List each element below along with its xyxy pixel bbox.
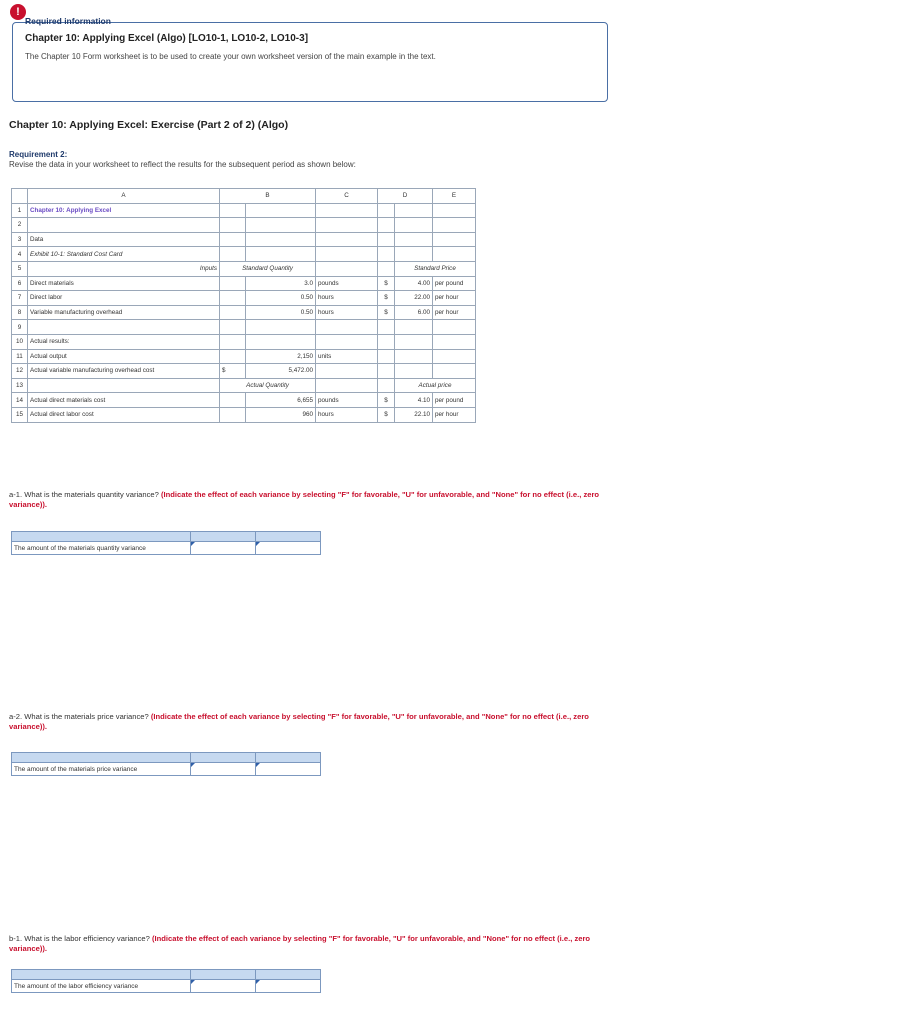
info-text: The Chapter 10 Form worksheet is to be used to create your own worksheet version of the main example in the text. xyxy=(25,52,436,61)
cell-b-dollar xyxy=(220,407,246,422)
cell-b-dollar xyxy=(220,334,246,349)
cell-c-unit xyxy=(316,203,378,218)
cell-e-unit xyxy=(433,203,476,218)
answer-row-label: The amount of the materials quantity variance xyxy=(12,542,191,555)
excel-worksheet xyxy=(11,188,476,423)
cell-e-unit: per hour xyxy=(433,305,476,320)
row-number: 6 xyxy=(12,276,28,291)
sheet-row xyxy=(12,218,476,233)
question-hint: (Indicate the effect of each variance by selecting "F" for favorable, "U" for unfavorable, and "None" for no effect (i.e., zero variance)). xyxy=(9,712,589,731)
sheet-row xyxy=(12,276,476,291)
column-header-b: B xyxy=(220,189,316,204)
cell-c-unit xyxy=(316,232,378,247)
cell-b-quantity xyxy=(246,218,316,233)
sheet-row xyxy=(12,407,476,422)
cell-b-quantity: 2,150 xyxy=(246,349,316,364)
cell-d-dollar: $ xyxy=(378,291,395,306)
cell-b-header: Actual Quantity xyxy=(220,378,316,393)
cell-b-quantity xyxy=(246,247,316,262)
cell-a: Direct materials xyxy=(28,276,220,291)
question-hint: (Indicate the effect of each variance by selecting "F" for favorable, "U" for unfavorable, and "None" for no effect (i.e., zero variance)). xyxy=(9,490,600,509)
requirement-text: Revise the data in your worksheet to reflect the results for the subsequent period as shown below: xyxy=(9,160,356,169)
info-label: Required information xyxy=(25,16,111,26)
cell-a xyxy=(28,218,220,233)
cell-d-price: 4.10 xyxy=(395,393,433,408)
cell-d-price: 22.00 xyxy=(395,291,433,306)
row-number: 14 xyxy=(12,393,28,408)
cell-e-unit: per hour xyxy=(433,291,476,306)
variance-amount-input[interactable] xyxy=(256,542,321,555)
row-number: 15 xyxy=(12,407,28,422)
cell-d-dollar xyxy=(378,349,395,364)
variance-effect-select[interactable] xyxy=(191,980,256,993)
cell-a: Actual variable manufacturing overhead cost xyxy=(28,364,220,379)
cell-c-unit xyxy=(316,247,378,262)
row-number: 8 xyxy=(12,305,28,320)
answer-row-label: The amount of the materials price variance xyxy=(12,763,191,776)
cell-d-dollar xyxy=(378,232,395,247)
cell-d-price xyxy=(395,203,433,218)
cell-c-unit: hours xyxy=(316,305,378,320)
cell-e-unit: per pound xyxy=(433,276,476,291)
cell-c-unit: pounds xyxy=(316,393,378,408)
cell-e-unit xyxy=(433,364,476,379)
cell-b-dollar xyxy=(220,320,246,335)
column-header-d: D xyxy=(378,189,433,204)
column-header-a: A xyxy=(28,189,220,204)
row-number: 5 xyxy=(12,261,28,276)
cell-b-dollar xyxy=(220,291,246,306)
cell-c-unit: hours xyxy=(316,407,378,422)
cell-e-header: Standard Price xyxy=(395,261,476,276)
cell-c-unit xyxy=(316,334,378,349)
cell-e-unit: per pound xyxy=(433,393,476,408)
cell-d-dollar xyxy=(378,334,395,349)
question-prefix: b-1. xyxy=(9,934,23,943)
info-heading: Chapter 10: Applying Excel (Algo) [LO10-1, LO10-2, LO10-3] xyxy=(25,33,309,44)
cell-b-dollar xyxy=(220,247,246,262)
answer-table-b1 xyxy=(11,969,321,993)
cell-b-dollar xyxy=(220,218,246,233)
question-a1 xyxy=(9,490,609,510)
cell-d-dollar xyxy=(378,203,395,218)
question-hint: (Indicate the effect of each variance by selecting "F" for favorable, "U" for unfavorable, and "None" for no effect (i.e., zero variance)). xyxy=(9,934,591,953)
cell-b-quantity xyxy=(246,232,316,247)
question-text: What is the materials quantity variance? xyxy=(22,490,161,499)
question-text: What is the materials price variance? xyxy=(22,712,151,721)
row-number: 4 xyxy=(12,247,28,262)
cell-b-dollar xyxy=(220,203,246,218)
cell-d-dollar xyxy=(378,320,395,335)
sheet-row xyxy=(12,203,476,218)
row-number: 13 xyxy=(12,378,28,393)
cell-a: Actual output xyxy=(28,349,220,364)
cell-e-unit xyxy=(433,334,476,349)
row-number: 1 xyxy=(12,203,28,218)
question-b1 xyxy=(9,934,609,954)
cell-e-unit xyxy=(433,320,476,335)
cell-d-price xyxy=(395,320,433,335)
cell-d-price xyxy=(395,247,433,262)
exercise-title: Chapter 10: Applying Excel: Exercise (Part 2 of 2) (Algo) xyxy=(9,119,289,131)
cell-b-quantity: 5,472.00 xyxy=(246,364,316,379)
cell-b-header: Standard Quantity xyxy=(220,261,316,276)
cell-d-price xyxy=(395,334,433,349)
column-header-row xyxy=(12,189,476,204)
column-header-c: C xyxy=(316,189,378,204)
sheet-row xyxy=(12,320,476,335)
cell-a: Actual direct labor cost xyxy=(28,407,220,422)
cell-d-price xyxy=(395,364,433,379)
cell-e-header: Actual price xyxy=(395,378,476,393)
cell-d-dollar xyxy=(378,364,395,379)
cell-d-price: 4.00 xyxy=(395,276,433,291)
cell-d-dollar xyxy=(378,218,395,233)
sheet-row xyxy=(12,247,476,262)
cell-e-unit xyxy=(433,218,476,233)
cell-c-unit: hours xyxy=(316,291,378,306)
row-number: 7 xyxy=(12,291,28,306)
cell-c-unit xyxy=(316,261,378,276)
cell-b-quantity: 6,655 xyxy=(246,393,316,408)
cell-d-price xyxy=(395,232,433,247)
question-prefix: a-1. xyxy=(9,490,23,499)
row-number: 9 xyxy=(12,320,28,335)
sheet-row xyxy=(12,349,476,364)
sheet-row xyxy=(12,378,476,393)
cell-e-unit xyxy=(433,247,476,262)
cell-b-quantity xyxy=(246,320,316,335)
cell-a: Direct labor xyxy=(28,291,220,306)
cell-a: Exhibit 10-1: Standard Cost Card xyxy=(28,247,220,262)
cell-a: Actual results: xyxy=(28,334,220,349)
answer-table-a1 xyxy=(11,531,321,555)
row-number: 3 xyxy=(12,232,28,247)
sheet-row xyxy=(12,305,476,320)
cell-c-unit xyxy=(316,320,378,335)
answer-row-label: The amount of the labor efficiency variance xyxy=(12,980,191,993)
sheet-row xyxy=(12,393,476,408)
question-a2 xyxy=(9,712,609,732)
variance-amount-input[interactable] xyxy=(256,763,321,776)
cell-d-price xyxy=(395,218,433,233)
cell-b-quantity xyxy=(246,203,316,218)
column-header-e: E xyxy=(433,189,476,204)
answer-table-a2 xyxy=(11,752,321,776)
cell-d-price: 6.00 xyxy=(395,305,433,320)
requirement-label: Requirement 2: xyxy=(9,150,68,159)
cell-a: Data xyxy=(28,232,220,247)
cell-c-unit: units xyxy=(316,349,378,364)
cell-a: Actual direct materials cost xyxy=(28,393,220,408)
cell-d-dollar xyxy=(378,378,395,393)
sheet-row xyxy=(12,334,476,349)
cell-b-quantity: 960 xyxy=(246,407,316,422)
alert-icon: ! xyxy=(10,4,26,20)
row-number: 12 xyxy=(12,364,28,379)
cell-d-dollar: $ xyxy=(378,276,395,291)
cell-c-unit xyxy=(316,364,378,379)
cell-b-dollar xyxy=(220,305,246,320)
cell-c-unit: pounds xyxy=(316,276,378,291)
cell-b-quantity: 3.0 xyxy=(246,276,316,291)
question-text: What is the labor efficiency variance? xyxy=(22,934,152,943)
variance-effect-select[interactable] xyxy=(191,542,256,555)
cell-d-dollar: $ xyxy=(378,393,395,408)
cell-d-dollar xyxy=(378,261,395,276)
corner-cell xyxy=(12,189,28,204)
cell-e-unit xyxy=(433,232,476,247)
cell-a xyxy=(28,320,220,335)
cell-a: Variable manufacturing overhead xyxy=(28,305,220,320)
cell-b-dollar: $ xyxy=(220,364,246,379)
cell-c-unit xyxy=(316,378,378,393)
cell-b-dollar xyxy=(220,232,246,247)
cell-b-quantity: 0.50 xyxy=(246,305,316,320)
cell-b-dollar xyxy=(220,349,246,364)
question-prefix: a-2. xyxy=(9,712,23,721)
variance-amount-input[interactable] xyxy=(256,980,321,993)
sheet-row xyxy=(12,232,476,247)
cell-e-unit: per hour xyxy=(433,407,476,422)
cell-b-dollar xyxy=(220,393,246,408)
cell-a: Inputs xyxy=(28,261,220,276)
sheet-row xyxy=(12,291,476,306)
cell-d-dollar: $ xyxy=(378,407,395,422)
cell-d-dollar: $ xyxy=(378,305,395,320)
cell-d-dollar xyxy=(378,247,395,262)
sheet-row xyxy=(12,261,476,276)
row-number: 2 xyxy=(12,218,28,233)
cell-a xyxy=(28,378,220,393)
cell-e-unit xyxy=(433,349,476,364)
row-number: 11 xyxy=(12,349,28,364)
variance-effect-select[interactable] xyxy=(191,763,256,776)
cell-d-price xyxy=(395,349,433,364)
cell-a: Chapter 10: Applying Excel xyxy=(28,203,220,218)
cell-b-quantity: 0.50 xyxy=(246,291,316,306)
sheet-row xyxy=(12,364,476,379)
cell-c-unit xyxy=(316,218,378,233)
row-number: 10 xyxy=(12,334,28,349)
cell-b-quantity xyxy=(246,334,316,349)
cell-b-dollar xyxy=(220,276,246,291)
cell-d-price: 22.10 xyxy=(395,407,433,422)
